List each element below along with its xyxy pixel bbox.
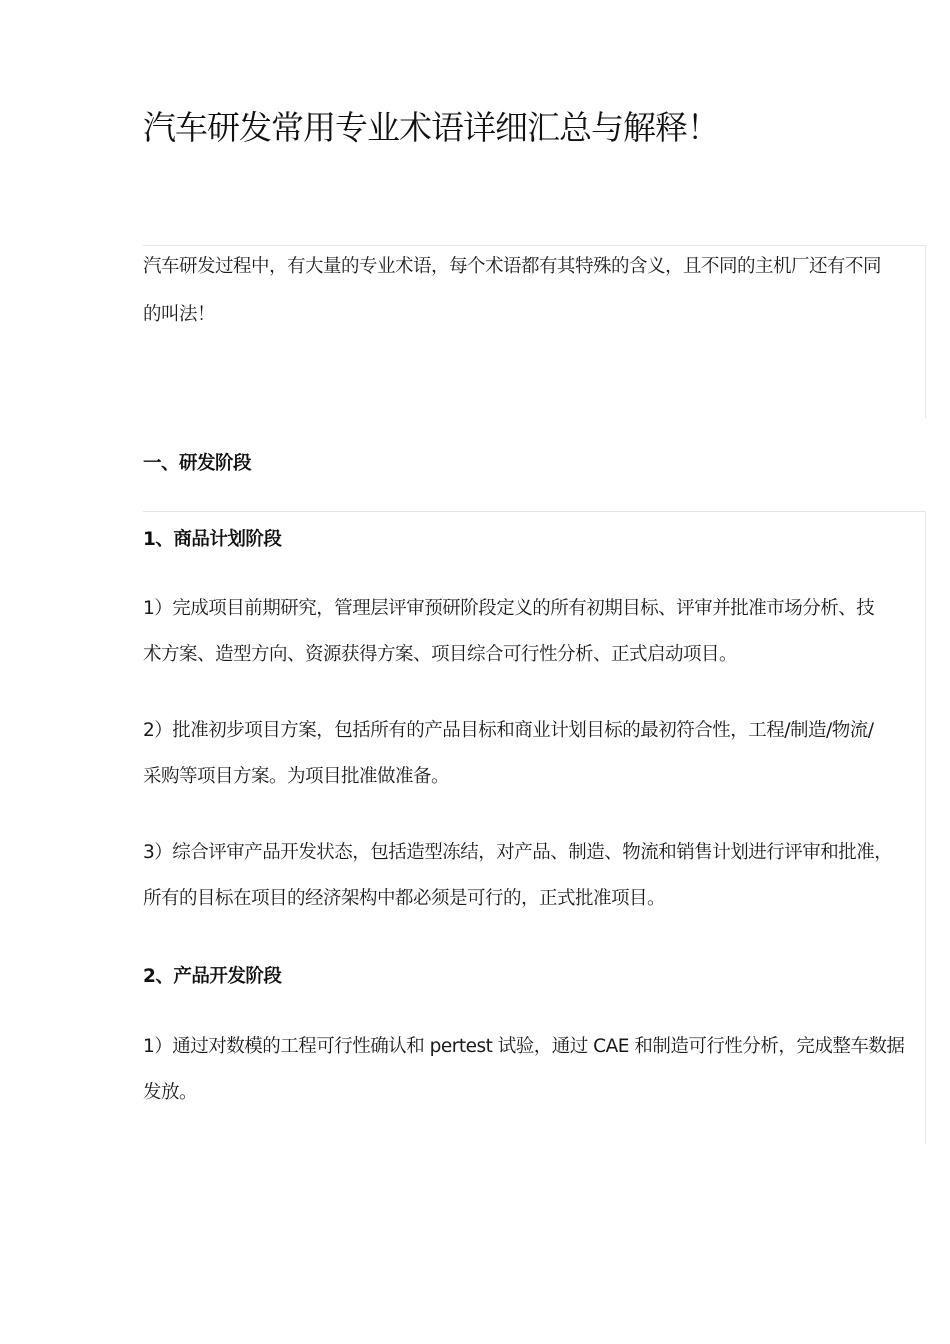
intro-line: 汽车研发过程中，有大量的专业术语，每个术语都有其特殊的含义，且不同的主机厂还有不同 xyxy=(143,256,882,277)
intro-paragraph xyxy=(143,243,881,339)
list-item: 1）完成项目前期研究，管理层评审预研阶段定义的所有初期目标、评审并批准市场分析、技 xyxy=(143,598,875,619)
subsection-heading-product-planning: 1、商品计划阶段 xyxy=(143,529,282,550)
document-title: 汽车研发常用专业术语详细汇总与解释！ xyxy=(143,108,719,147)
intro-line: 的叫法！ xyxy=(143,304,216,325)
list-item: 2）批准初步项目方案，包括所有的产品目标和商业计划目标的最初符合性，工程/制造/物流/ xyxy=(143,720,874,741)
list-item-continuation: 所有的目标在项目的经济架构中都必须是可行的，正式批准项目。 xyxy=(143,888,666,909)
list-item-continuation: 采购等项目方案。为项目批准做准备。 xyxy=(143,766,450,787)
subsection-heading-product-development: 2、产品开发阶段 xyxy=(143,966,282,987)
list-item: 1）通过对数模的工程可行性确认和 pertest 试验，通过 CAE 和制造可行性分析，完成整车数据 xyxy=(143,1036,905,1057)
list-item-continuation: 术方案、造型方向、资源获得方案、项目综合可行性分析、正式启动项目。 xyxy=(143,644,738,665)
list-item-continuation: 发放。 xyxy=(143,1082,198,1103)
list-item: 3）综合评审产品开发状态，包括造型冻结，对产品、制造、物流和销售计划进行评审和批准， xyxy=(143,842,893,863)
section-heading-research: 一、研发阶段 xyxy=(143,453,252,474)
